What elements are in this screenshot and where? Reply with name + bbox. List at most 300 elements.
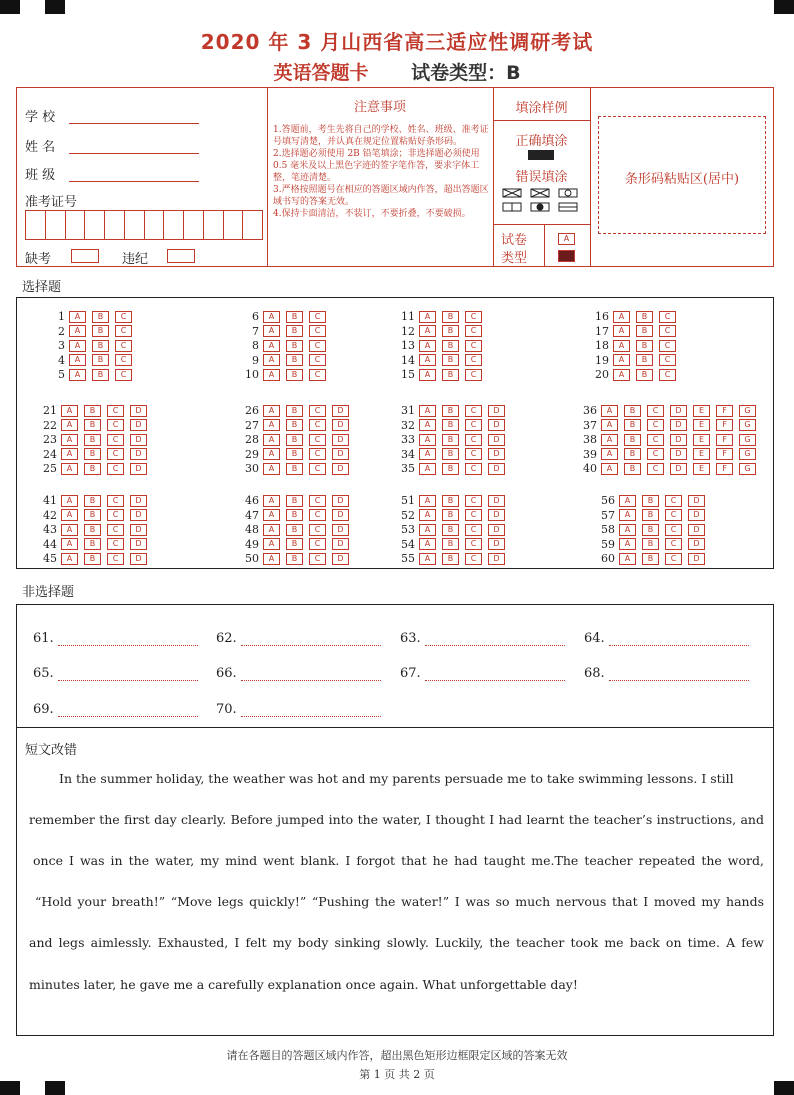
answer-bubble-26-C[interactable]: C: [309, 405, 326, 417]
question-number: 12: [401, 324, 415, 338]
answer-bubble-15-B[interactable]: B: [442, 369, 459, 381]
answer-bubble-25-C[interactable]: C: [107, 463, 124, 475]
answer-bubble-10-A[interactable]: A: [263, 369, 280, 381]
question-row: [239, 509, 355, 522]
exam-id-grid[interactable]: [25, 210, 263, 240]
answer-bubble-27-A[interactable]: A: [263, 419, 280, 431]
answer-bubble-44-B[interactable]: B: [84, 538, 101, 550]
question-number: 7: [252, 324, 259, 338]
answer-bubble-18-B[interactable]: B: [636, 340, 653, 352]
answer-bubble-51-D[interactable]: D: [488, 495, 505, 507]
answer-bubble-1-B[interactable]: B: [92, 311, 109, 323]
question-number: 42: [43, 508, 57, 522]
answer-bubble-59-A[interactable]: A: [619, 538, 636, 550]
answer-bubble-2-B[interactable]: B: [92, 325, 109, 337]
essay-line[interactable]: minutes later, he gave me a carefully explanation once again. What unforgettable day!: [29, 977, 578, 992]
answer-bubble-27-C[interactable]: C: [309, 419, 326, 431]
footer-warning: 请在各题目的答题区域内作答，超出黑色矩形边框限定区域的答案无效: [226, 1049, 568, 1062]
answer-bubble-56-C[interactable]: C: [665, 495, 682, 507]
question-row: [239, 523, 355, 536]
answer-bubble-49-C[interactable]: C: [309, 538, 326, 550]
question-row: [395, 462, 511, 475]
answer-bubble-15-A[interactable]: A: [419, 369, 436, 381]
answer-bubble-12-A[interactable]: A: [419, 325, 436, 337]
answer-bubble-40-B[interactable]: B: [624, 463, 641, 475]
paper-type-label: 试卷: [501, 233, 528, 248]
answer-bubble-19-B[interactable]: B: [636, 354, 653, 366]
answer-bubble-8-C[interactable]: C: [309, 340, 326, 352]
answer-bubble-37-G[interactable]: G: [739, 419, 756, 431]
answer-bubble-11-A[interactable]: A: [419, 311, 436, 323]
answer-bubble-49-B[interactable]: B: [286, 538, 303, 550]
answer-bubble-29-D[interactable]: D: [332, 448, 349, 460]
answer-bubble-47-C[interactable]: C: [309, 509, 326, 521]
question-row: [595, 494, 711, 507]
answer-bubble-4-B[interactable]: B: [92, 354, 109, 366]
answer-bubble-21-A[interactable]: A: [61, 405, 78, 417]
answer-bubble-39-C[interactable]: C: [647, 448, 664, 460]
answer-bubble-3-B[interactable]: B: [92, 340, 109, 352]
answer-bubble-28-A[interactable]: A: [263, 434, 280, 446]
answer-bubble-26-D[interactable]: D: [332, 405, 349, 417]
answer-bubble-31-B[interactable]: B: [442, 405, 459, 417]
answer-bubble-4-C[interactable]: C: [115, 354, 132, 366]
answer-bubble-20-A[interactable]: A: [613, 369, 630, 381]
answer-bubble-33-B[interactable]: B: [442, 434, 459, 446]
question-row: [239, 325, 332, 338]
answer-bubble-53-C[interactable]: C: [465, 524, 482, 536]
answer-bubble-8-B[interactable]: B: [286, 340, 303, 352]
answer-bubble-53-A[interactable]: A: [419, 524, 436, 536]
answer-bubble-41-C[interactable]: C: [107, 495, 124, 507]
answer-bubble-29-B[interactable]: B: [286, 448, 303, 460]
answer-bubble-32-D[interactable]: D: [488, 419, 505, 431]
answer-bubble-17-B[interactable]: B: [636, 325, 653, 337]
answer-bubble-49-A[interactable]: A: [263, 538, 280, 550]
answer-bubble-34-C[interactable]: C: [465, 448, 482, 460]
answer-bubble-51-B[interactable]: B: [442, 495, 459, 507]
answer-63[interactable]: 63.: [400, 631, 565, 646]
answer-64[interactable]: 64.: [584, 631, 749, 646]
answer-bubble-28-C[interactable]: C: [309, 434, 326, 446]
answer-bubble-2-C[interactable]: C: [115, 325, 132, 337]
answer-bubble-39-E[interactable]: E: [693, 448, 710, 460]
answer-bubble-38-G[interactable]: G: [739, 434, 756, 446]
answer-bubble-6-B[interactable]: B: [286, 311, 303, 323]
answer-bubble-37-A[interactable]: A: [601, 419, 618, 431]
answer-bubble-35-B[interactable]: B: [442, 463, 459, 475]
answer-bubble-18-C[interactable]: C: [659, 340, 676, 352]
answer-bubble-41-A[interactable]: A: [61, 495, 78, 507]
answer-bubble-23-B[interactable]: B: [84, 434, 101, 446]
answer-bubble-47-D[interactable]: D: [332, 509, 349, 521]
answer-bubble-42-C[interactable]: C: [107, 509, 124, 521]
wrong-fill-label: 错误填涂: [515, 170, 568, 185]
answer-bubble-3-A[interactable]: A: [69, 340, 86, 352]
question-number: 58: [601, 523, 615, 536]
question-number: 10: [245, 368, 259, 381]
answer-bubble-29-A[interactable]: A: [263, 448, 280, 460]
answer-bubble-36-E[interactable]: E: [693, 405, 710, 417]
answer-bubble-27-B[interactable]: B: [286, 419, 303, 431]
answer-bubble-13-A[interactable]: A: [419, 340, 436, 352]
answer-bubble-7-C[interactable]: C: [309, 325, 326, 337]
answer-67[interactable]: 67.: [400, 666, 565, 681]
answer-bubble-36-B[interactable]: B: [624, 405, 641, 417]
answer-bubble-38-A[interactable]: A: [601, 434, 618, 446]
answer-bubble-33-C[interactable]: C: [465, 434, 482, 446]
answer-bubble-36-G[interactable]: G: [739, 405, 756, 417]
answer-bubble-1-C[interactable]: C: [115, 311, 132, 323]
answer-bubble-24-B[interactable]: B: [84, 448, 101, 460]
registration-mark: [774, 1081, 794, 1095]
answer-bubble-17-A[interactable]: A: [613, 325, 630, 337]
answer-bubble-43-D[interactable]: D: [130, 524, 147, 536]
answer-bubble-37-F[interactable]: F: [716, 419, 733, 431]
question-number: 53: [401, 523, 415, 536]
answer-bubble-35-C[interactable]: C: [465, 463, 482, 475]
answer-bubble-9-C[interactable]: C: [309, 354, 326, 366]
answer-bubble-30-C[interactable]: C: [309, 463, 326, 475]
essay-line[interactable]: remember the first day clearly. Before jumped into the water, I thought I had learnt the teacher’s instructions, and: [29, 812, 764, 827]
answer-bubble-49-D[interactable]: D: [332, 538, 349, 550]
answer-bubble-34-A[interactable]: A: [419, 448, 436, 460]
answer-bubble-56-B[interactable]: B: [642, 495, 659, 507]
answer-bubble-60-B[interactable]: B: [642, 553, 659, 565]
answer-bubble-30-B[interactable]: B: [286, 463, 303, 475]
answer-68[interactable]: 68.: [584, 666, 749, 681]
answer-bubble-33-D[interactable]: D: [488, 434, 505, 446]
answer-bubble-24-D[interactable]: D: [130, 448, 147, 460]
answer-bubble-32-B[interactable]: B: [442, 419, 459, 431]
answer-bubble-58-B[interactable]: B: [642, 524, 659, 536]
answer-bubble-52-A[interactable]: A: [419, 509, 436, 521]
answer-bubble-40-F[interactable]: F: [716, 463, 733, 475]
answer-bubble-18-A[interactable]: A: [613, 340, 630, 352]
question-row: [37, 494, 153, 507]
answer-bubble-28-D[interactable]: D: [332, 434, 349, 446]
answer-bubble-46-A[interactable]: A: [263, 495, 280, 507]
answer-bubble-24-C[interactable]: C: [107, 448, 124, 460]
paper-type-b-bubble[interactable]: B: [558, 250, 575, 262]
answer-bubble-16-C[interactable]: C: [659, 311, 676, 323]
answer-bubble-39-A[interactable]: A: [601, 448, 618, 460]
essay-line[interactable]: In the summer holiday, the weather was hot and my parents persuade me to take swimming lessons. I still: [59, 771, 734, 786]
answer-bubble-42-A[interactable]: A: [61, 509, 78, 521]
answer-bubble-31-C[interactable]: C: [465, 405, 482, 417]
answer-bubble-6-A[interactable]: A: [263, 311, 280, 323]
answer-bubble-23-A[interactable]: A: [61, 434, 78, 446]
answer-bubble-12-C[interactable]: C: [465, 325, 482, 337]
answer-bubble-33-A[interactable]: A: [419, 434, 436, 446]
question-number: 27: [245, 418, 259, 432]
answer-bubble-46-D[interactable]: D: [332, 495, 349, 507]
question-row: [595, 552, 711, 565]
class-field[interactable]: [69, 181, 199, 182]
answer-bubble-22-C[interactable]: C: [107, 419, 124, 431]
answer-bubble-38-C[interactable]: C: [647, 434, 664, 446]
answer-bubble-30-A[interactable]: A: [263, 463, 280, 475]
question-row: [395, 325, 488, 338]
answer-bubble-44-D[interactable]: D: [130, 538, 147, 550]
answer-bubble-15-C[interactable]: C: [465, 369, 482, 381]
answer-bubble-20-C[interactable]: C: [659, 369, 676, 381]
answer-bubble-50-A[interactable]: A: [263, 553, 280, 565]
answer-bubble-31-D[interactable]: D: [488, 405, 505, 417]
answer-bubble-35-A[interactable]: A: [419, 463, 436, 475]
answer-bubble-54-C[interactable]: C: [465, 538, 482, 550]
answer-bubble-14-C[interactable]: C: [465, 354, 482, 366]
answer-bubble-14-A[interactable]: A: [419, 354, 436, 366]
note-item: 4.保持卡面清洁，不装订，不要折叠，不要破损。: [273, 209, 471, 219]
answer-bubble-34-D[interactable]: D: [488, 448, 505, 460]
answer-bubble-19-A[interactable]: A: [613, 354, 630, 366]
question-number: 25: [43, 462, 57, 475]
question-number: 29: [245, 447, 259, 461]
answer-bubble-37-B[interactable]: B: [624, 419, 641, 431]
answer-bubble-56-A[interactable]: A: [619, 495, 636, 507]
question-number: 60: [601, 552, 615, 565]
answer-bubble-35-D[interactable]: D: [488, 463, 505, 475]
answer-bubble-48-B[interactable]: B: [286, 524, 303, 536]
answer-bubble-9-A[interactable]: A: [263, 354, 280, 366]
question-number: 28: [245, 433, 259, 446]
answer-bubble-1-A[interactable]: A: [69, 311, 86, 323]
answer-bubble-28-B[interactable]: B: [286, 434, 303, 446]
answer-bubble-10-C[interactable]: C: [309, 369, 326, 381]
answer-bubble-26-B[interactable]: B: [286, 405, 303, 417]
answer-bubble-45-B[interactable]: B: [84, 553, 101, 565]
answer-62[interactable]: 62.: [216, 631, 381, 646]
answer-bubble-38-F[interactable]: F: [716, 434, 733, 446]
answer-bubble-36-C[interactable]: C: [647, 405, 664, 417]
question-number: 16: [595, 310, 609, 323]
paper-type-a-bubble[interactable]: A: [558, 233, 575, 245]
answer-61[interactable]: 61.: [33, 631, 198, 646]
answer-bubble-16-B[interactable]: B: [636, 311, 653, 323]
answer-bubble-22-D[interactable]: D: [130, 419, 147, 431]
answer-bubble-39-B[interactable]: B: [624, 448, 641, 460]
answer-bubble-37-D[interactable]: D: [670, 419, 687, 431]
answer-bubble-21-D[interactable]: D: [130, 405, 147, 417]
answer-65[interactable]: 65.: [33, 666, 198, 681]
answer-bubble-59-C[interactable]: C: [665, 538, 682, 550]
answer-bubble-14-B[interactable]: B: [442, 354, 459, 366]
answer-bubble-60-D[interactable]: D: [688, 553, 705, 565]
answer-bubble-60-C[interactable]: C: [665, 553, 682, 565]
answer-bubble-39-D[interactable]: D: [670, 448, 687, 460]
answer-bubble-58-A[interactable]: A: [619, 524, 636, 536]
answer-bubble-57-C[interactable]: C: [665, 509, 682, 521]
answer-bubble-50-D[interactable]: D: [332, 553, 349, 565]
answer-bubble-39-G[interactable]: G: [739, 448, 756, 460]
answer-bubble-52-C[interactable]: C: [465, 509, 482, 521]
answer-bubble-20-B[interactable]: B: [636, 369, 653, 381]
question-number: 47: [245, 508, 259, 522]
answer-bubble-26-A[interactable]: A: [263, 405, 280, 417]
answer-bubble-59-B[interactable]: B: [642, 538, 659, 550]
question-row: [239, 339, 332, 352]
answer-bubble-43-C[interactable]: C: [107, 524, 124, 536]
answer-bubble-55-A[interactable]: A: [419, 553, 436, 565]
answer-bubble-32-A[interactable]: A: [419, 419, 436, 431]
question-number: 30: [245, 462, 259, 475]
question-row: [395, 494, 511, 507]
answer-bubble-51-C[interactable]: C: [465, 495, 482, 507]
answer-bubble-36-A[interactable]: A: [601, 405, 618, 417]
answer-bubble-40-A[interactable]: A: [601, 463, 618, 475]
answer-bubble-10-B[interactable]: B: [286, 369, 303, 381]
answer-bubble-7-B[interactable]: B: [286, 325, 303, 337]
answer-bubble-55-B[interactable]: B: [442, 553, 459, 565]
question-row: [37, 433, 153, 446]
essay-line[interactable]: “Hold your breath!” “Move legs quickly!” “Pushing the water!” I was so much nervous that I moved my hands: [35, 894, 764, 909]
answer-bubble-50-C[interactable]: C: [309, 553, 326, 565]
answer-bubble-24-A[interactable]: A: [61, 448, 78, 460]
answer-bubble-56-D[interactable]: D: [688, 495, 705, 507]
answer-bubble-31-A[interactable]: A: [419, 405, 436, 417]
question-row: [37, 404, 153, 417]
answer-bubble-60-A[interactable]: A: [619, 553, 636, 565]
answer-bubble-45-A[interactable]: A: [61, 553, 78, 565]
answer-bubble-6-C[interactable]: C: [309, 311, 326, 323]
answer-bubble-2-A[interactable]: A: [69, 325, 86, 337]
answer-bubble-59-D[interactable]: D: [688, 538, 705, 550]
question-row: [45, 354, 138, 367]
answer-bubble-36-D[interactable]: D: [670, 405, 687, 417]
answer-bubble-32-C[interactable]: C: [465, 419, 482, 431]
answer-bubble-52-B[interactable]: B: [442, 509, 459, 521]
answer-bubble-17-C[interactable]: C: [659, 325, 676, 337]
answer-bubble-46-C[interactable]: C: [309, 495, 326, 507]
card-name: 英语答题卡: [273, 62, 369, 84]
answer-bubble-37-C[interactable]: C: [647, 419, 664, 431]
answer-bubble-50-B[interactable]: B: [286, 553, 303, 565]
essay-line[interactable]: and legs aimlessly. Exhausted, I felt my body sinking slowly. Luckily, the teacher took me back on time. A few: [29, 935, 764, 950]
school-field[interactable]: [69, 123, 199, 124]
question-number: 2: [58, 324, 65, 338]
answer-bubble-48-D[interactable]: D: [332, 524, 349, 536]
answer-bubble-51-A[interactable]: A: [419, 495, 436, 507]
name-field[interactable]: [69, 153, 199, 154]
answer-bubble-11-C[interactable]: C: [465, 311, 482, 323]
answer-bubble-9-B[interactable]: B: [286, 354, 303, 366]
answer-bubble-27-D[interactable]: D: [332, 419, 349, 431]
answer-bubble-58-D[interactable]: D: [688, 524, 705, 536]
answer-bubble-12-B[interactable]: B: [442, 325, 459, 337]
answer-bubble-16-A[interactable]: A: [613, 311, 630, 323]
answer-bubble-13-C[interactable]: C: [465, 340, 482, 352]
answer-bubble-41-D[interactable]: D: [130, 495, 147, 507]
answer-bubble-57-D[interactable]: D: [688, 509, 705, 521]
answer-bubble-11-B[interactable]: B: [442, 311, 459, 323]
answer-bubble-22-B[interactable]: B: [84, 419, 101, 431]
answer-bubble-13-B[interactable]: B: [442, 340, 459, 352]
answer-bubble-40-G[interactable]: G: [739, 463, 756, 475]
answer-bubble-25-D[interactable]: D: [130, 463, 147, 475]
answer-bubble-40-E[interactable]: E: [693, 463, 710, 475]
question-row: [37, 523, 153, 536]
essay-line[interactable]: once I was in the water, my mind went blank. I forgot that he had taught me.The teacher repeated the word,: [33, 853, 764, 868]
answer-bubble-44-C[interactable]: C: [107, 538, 124, 550]
answer-bubble-54-D[interactable]: D: [488, 538, 505, 550]
question-row: [595, 509, 711, 522]
answer-bubble-36-F[interactable]: F: [716, 405, 733, 417]
answer-bubble-53-B[interactable]: B: [442, 524, 459, 536]
answer-bubble-34-B[interactable]: B: [442, 448, 459, 460]
answer-bubble-30-D[interactable]: D: [332, 463, 349, 475]
correct-fill-sample: [528, 150, 554, 160]
answer-bubble-44-A[interactable]: A: [61, 538, 78, 550]
answer-bubble-46-B[interactable]: B: [286, 495, 303, 507]
answer-bubble-38-B[interactable]: B: [624, 434, 641, 446]
answer-bubble-48-A[interactable]: A: [263, 524, 280, 536]
answer-bubble-58-C[interactable]: C: [665, 524, 682, 536]
answer-bubble-55-D[interactable]: D: [488, 553, 505, 565]
answer-bubble-21-C[interactable]: C: [107, 405, 124, 417]
answer-70[interactable]: 70.: [216, 702, 381, 717]
answer-bubble-57-A[interactable]: A: [619, 509, 636, 521]
answer-bubble-5-B[interactable]: B: [92, 369, 109, 381]
answer-bubble-42-B[interactable]: B: [84, 509, 101, 521]
answer-bubble-23-C[interactable]: C: [107, 434, 124, 446]
answer-bubble-22-A[interactable]: A: [61, 419, 78, 431]
answer-bubble-54-B[interactable]: B: [442, 538, 459, 550]
answer-bubble-39-F[interactable]: F: [716, 448, 733, 460]
answer-bubble-52-D[interactable]: D: [488, 509, 505, 521]
answer-bubble-40-C[interactable]: C: [647, 463, 664, 475]
answer-bubble-47-B[interactable]: B: [286, 509, 303, 521]
answer-bubble-40-D[interactable]: D: [670, 463, 687, 475]
answer-69[interactable]: 69.: [33, 702, 198, 717]
answer-bubble-29-C[interactable]: C: [309, 448, 326, 460]
answer-bubble-48-C[interactable]: C: [309, 524, 326, 536]
violation-box[interactable]: [167, 249, 195, 263]
answer-bubble-25-B[interactable]: B: [84, 463, 101, 475]
answer-bubble-54-A[interactable]: A: [419, 538, 436, 550]
answer-bubble-37-E[interactable]: E: [693, 419, 710, 431]
answer-bubble-3-C[interactable]: C: [115, 340, 132, 352]
answer-bubble-8-A[interactable]: A: [263, 340, 280, 352]
answer-bubble-53-D[interactable]: D: [488, 524, 505, 536]
answer-bubble-43-B[interactable]: B: [84, 524, 101, 536]
question-number: 6: [252, 310, 259, 323]
answer-bubble-41-B[interactable]: B: [84, 495, 101, 507]
answer-bubble-43-A[interactable]: A: [61, 524, 78, 536]
answer-bubble-5-A[interactable]: A: [69, 369, 86, 381]
answer-66[interactable]: 66.: [216, 666, 381, 681]
answer-bubble-45-D[interactable]: D: [130, 553, 147, 565]
answer-bubble-38-D[interactable]: D: [670, 434, 687, 446]
answer-bubble-57-B[interactable]: B: [642, 509, 659, 521]
answer-bubble-5-C[interactable]: C: [115, 369, 132, 381]
answer-bubble-7-A[interactable]: A: [263, 325, 280, 337]
question-number: 15: [401, 368, 415, 381]
answer-bubble-45-C[interactable]: C: [107, 553, 124, 565]
answer-bubble-55-C[interactable]: C: [465, 553, 482, 565]
answer-bubble-42-D[interactable]: D: [130, 509, 147, 521]
answer-bubble-38-E[interactable]: E: [693, 434, 710, 446]
answer-bubble-4-A[interactable]: A: [69, 354, 86, 366]
question-row: [395, 404, 511, 417]
answer-bubble-19-C[interactable]: C: [659, 354, 676, 366]
answer-bubble-47-A[interactable]: A: [263, 509, 280, 521]
answer-bubble-25-A[interactable]: A: [61, 463, 78, 475]
answer-bubble-23-D[interactable]: D: [130, 434, 147, 446]
answer-bubble-21-B[interactable]: B: [84, 405, 101, 417]
absent-box[interactable]: [71, 249, 99, 263]
info-panel: [16, 87, 774, 267]
